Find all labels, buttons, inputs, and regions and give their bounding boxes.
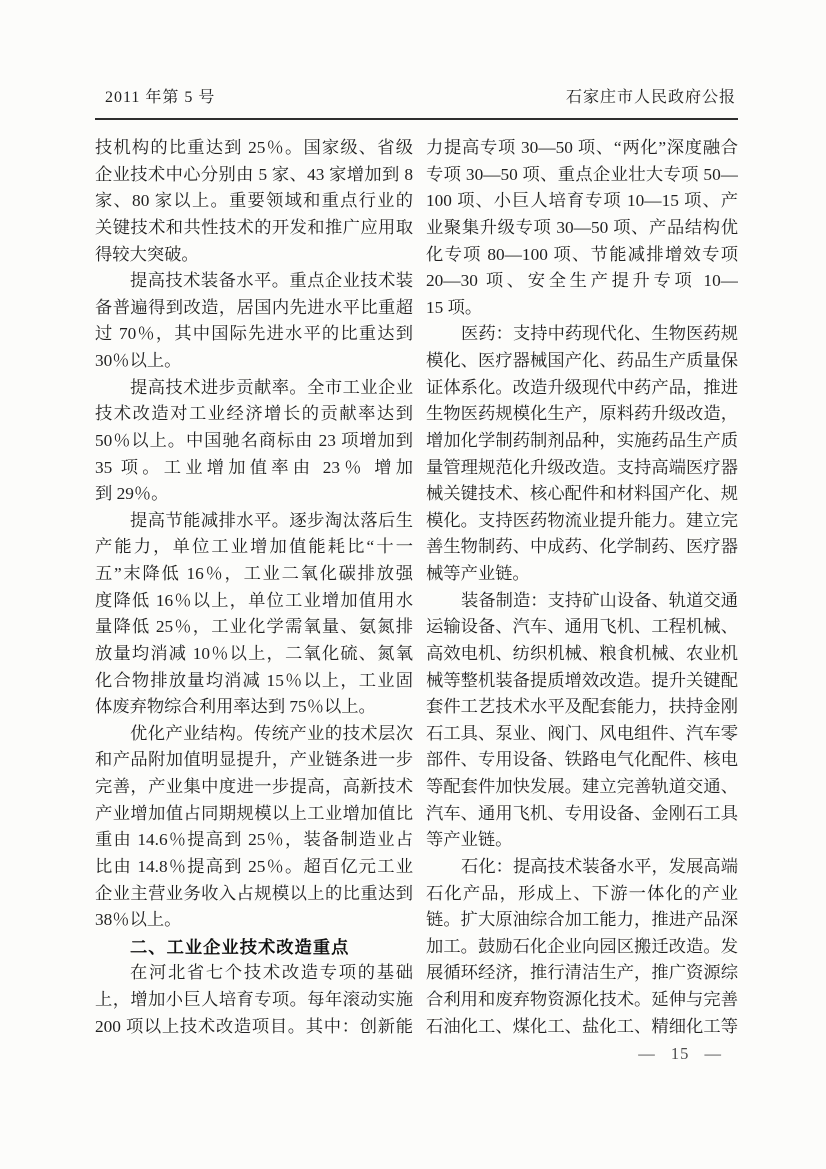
text-line: 放量均消减 10％以上，二氧化硫、氮氧 — [95, 643, 413, 663]
text-line: 等配套件加快发展。建立完善轨道交通、 — [426, 777, 738, 796]
text-line: 等产业链。 — [426, 830, 513, 850]
text-line: 五”末降低 16％，工业二氧化碳排放强 — [95, 564, 413, 583]
text-line: 加工。鼓励石化企业向园区搬迁改造。发 — [426, 936, 738, 956]
text-line: 家、80 家以上。重要领域和重点行业的 — [95, 191, 413, 211]
text-line: 企业主营业务收入占规模以上的比重达到 — [95, 883, 413, 903]
text-line: 专项 30—50 项、重点企业壮大专项 50— — [426, 164, 738, 184]
text-line: 证体系化。改造升级现代中药产品，推进 — [426, 377, 738, 397]
text-line: 高效电机、纺织机械、粮食机械、农业机 — [426, 643, 738, 663]
text-line: 械关键技术、核心配件和材料国产化、规 — [426, 484, 738, 504]
text-line: 合利用和废弃物资源化技术。延伸与完善 — [426, 990, 738, 1009]
text-line: 关键技术和共性技术的开发和推广应用取 — [95, 217, 413, 237]
text-line: 技术改造对工业经济增长的贡献率达到 — [95, 404, 413, 424]
text-line: 得较大突破。 — [95, 244, 199, 264]
body-columns — [95, 135, 738, 1040]
text-line: 技机构的比重达到 25％。国家级、省级 — [95, 138, 413, 157]
text-line: 过 70％，其中国际先进水平的比重达到 — [95, 324, 413, 344]
text-line: 完善，产业集中度进一步提高，高新技术 — [95, 777, 413, 796]
header-rule — [95, 118, 738, 120]
text-line: 展循环经济，推行清洁生产，推广资源综 — [426, 963, 738, 983]
text-line: 200 项以上技术改造项目。其中：创新能 — [95, 1016, 413, 1036]
page-content — [95, 85, 738, 1040]
text-line: 医药：支持中药现代化、生物医药规 — [461, 324, 738, 344]
text-line: 上，增加小巨人培育专项。每年滚动实施 — [95, 990, 413, 1009]
text-line: 增加化学制药制剂品种，实施药品生产质 — [426, 430, 738, 450]
text-line: 在河北省七个技术改造专项的基础 — [130, 963, 413, 983]
text-line: 提高技术进步贡献率。全市工业企业 — [130, 377, 413, 397]
text-line: 模化、医疗器械国产化、药品生产质量保 — [426, 351, 738, 370]
text-line: 备普遍得到改造，居国内先进水平比重超 — [95, 297, 413, 317]
right-column — [426, 135, 738, 1040]
text-line: 石工具、泵业、阀门、风电组件、汽车零 — [426, 723, 738, 743]
text-line: 化合物排放量均消减 15％以上，工业固 — [95, 670, 413, 690]
text-line: 度降低 16％以上，单位工业增加值用水 — [95, 590, 413, 610]
text-line: 和产品附加值明显提升，产业链条进一步 — [95, 750, 413, 770]
gazette-title: 石家庄市人民政府公报 — [565, 89, 736, 106]
text-line: 体废弃物综合利用率达到 75％以上。 — [95, 697, 376, 717]
text-line: 石化：提高技术装备水平，发展高端 — [461, 856, 738, 876]
text-line: 汽车、通用飞机、专用设备、金刚石工具 — [426, 803, 738, 823]
text-line: 35 项。工业增加值率由 23％ 增加 — [95, 457, 413, 477]
text-line: 量降低 25％，工业化学需氧量、氨氮排 — [95, 617, 413, 637]
page-header — [95, 85, 738, 107]
issue-number: 2011 年第 5 号 — [105, 89, 216, 106]
text-line: 50％以上。中国驰名商标由 23 项增加到 — [95, 430, 413, 450]
text-line: 链。扩大原油综合加工能力，推进产品深 — [426, 910, 738, 930]
text-line: 套件工艺技术水平及配套能力，扶持金刚 — [426, 697, 738, 717]
text-line: 38％以上。 — [95, 910, 182, 930]
text-line: 业聚集升级专项 30—50 项、产品结构优 — [426, 217, 738, 237]
text-line: 重由 14.6％提高到 25％，装备制造业占 — [95, 830, 413, 850]
text-line: 15 项。 — [426, 297, 483, 317]
text-line: 100 项、小巨人培育专项 10—15 项、产 — [426, 191, 738, 211]
text-line: 30％以上。 — [95, 351, 182, 370]
text-line: 石油化工、煤化工、盐化工、精细化工等 — [426, 1016, 738, 1036]
text-line: 生物医药规模化生产，原料药升级改造， — [426, 404, 738, 424]
text-line: 产能力，单位工业增加值能耗比“十一 — [95, 537, 413, 557]
section-heading: 二、工业企业技术改造重点 — [130, 936, 350, 957]
text-line: 石化产品，形成上、下游一体化的产业 — [426, 883, 738, 903]
page-number: — 15 — — [638, 1044, 722, 1063]
text-line: 械等产业链。 — [426, 564, 530, 583]
text-line: 运输设备、汽车、通用飞机、工程机械、 — [426, 617, 738, 637]
text-line: 装备制造：支持矿山设备、轨道交通 — [461, 590, 738, 610]
text-line: 化专项 80—100 项、节能减排增效专项 — [426, 244, 738, 264]
text-line: 模化。支持医药物流业提升能力。建立完 — [426, 510, 738, 530]
text-line: 力提高专项 30—50 项、“两化”深度融合 — [426, 138, 738, 157]
text-line: 部件、专用设备、铁路电气化配件、核电 — [426, 750, 738, 770]
text-line: 善生物制药、中成药、化学制药、医疗器 — [426, 537, 738, 557]
text-line: 到 29％。 — [95, 484, 169, 504]
text-line: 优化产业结构。传统产业的技术层次 — [130, 723, 413, 743]
left-column — [95, 135, 413, 1040]
text-line: 量管理规范化升级改造。支持高端医疗器 — [426, 457, 738, 477]
text-line: 提高节能减排水平。逐步淘汰落后生 — [130, 510, 413, 530]
text-line: 提高技术装备水平。重点企业技术装 — [130, 271, 413, 291]
text-line: 比由 14.8％提高到 25％。超百亿元工业 — [95, 856, 413, 876]
text-line: 产业增加值占同期规模以上工业增加值比 — [95, 803, 413, 823]
text-line: 20—30 项、安全生产提升专项 10— — [426, 271, 738, 291]
text-line: 企业技术中心分别由 5 家、43 家增加到 8 — [95, 164, 413, 184]
text-line: 械等整机装备提质增效改造。提升关键配 — [426, 670, 738, 690]
